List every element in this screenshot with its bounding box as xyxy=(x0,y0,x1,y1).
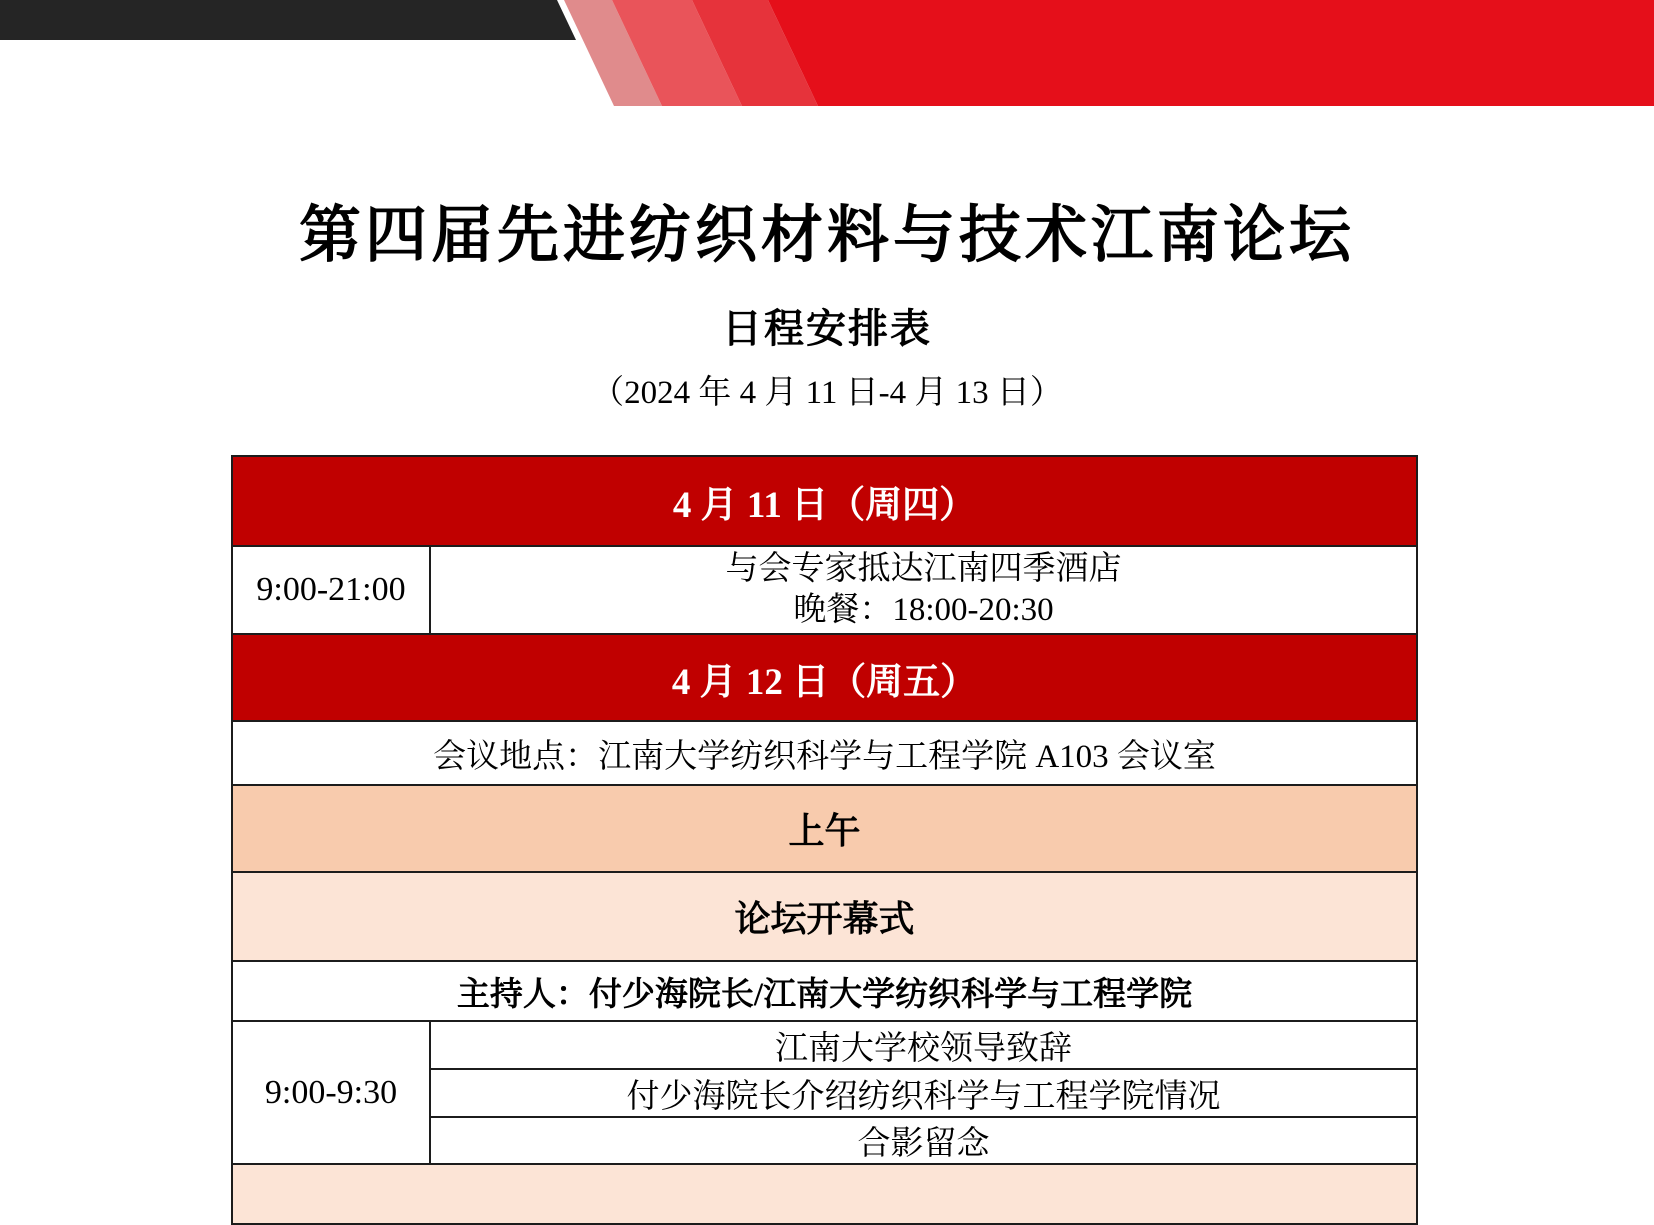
opening-item-introduction: 付少海院长介绍纺织科学与工程学院情况 xyxy=(431,1068,1416,1116)
opening-time-cell: 9:00-9:30 xyxy=(233,1022,431,1163)
arrival-line1: 与会专家抵达江南四季酒店 xyxy=(725,551,1122,587)
top-banner xyxy=(0,0,1654,106)
morning-session-label: 上午 xyxy=(788,810,861,851)
venue-row xyxy=(233,720,1416,784)
moderator-row xyxy=(233,960,1416,1020)
page-title: 第四届先进纺织材料与技术江南论坛 xyxy=(298,201,1355,270)
opening-items-row xyxy=(233,1020,1416,1163)
moderator-name: 主持人：付少海院长 xyxy=(456,974,754,1012)
next-section-row-cutoff xyxy=(233,1163,1416,1223)
date-range: （2024 年 4 月 11 日-4 月 13 日） xyxy=(591,375,1063,412)
page-subtitle: 日程安排表 xyxy=(722,307,932,352)
opening-item-photo: 合影留念 xyxy=(431,1116,1416,1163)
moderator-affiliation: /江南大学纺织科学与工程学院 xyxy=(753,976,1193,1013)
opening-items-list xyxy=(431,1022,1416,1163)
opening-ceremony-row xyxy=(233,871,1416,960)
schedule-table xyxy=(231,455,1418,1225)
banner-graphic xyxy=(0,0,1654,106)
day1-header-row xyxy=(233,457,1416,545)
banner-red-band xyxy=(768,0,1654,106)
arrival-line2: 晚餐：18:00-20:30 xyxy=(793,592,1054,628)
day2-header-label: 4 月 12 日（周五） xyxy=(671,661,978,703)
opening-ceremony-label: 论坛开幕式 xyxy=(734,898,915,939)
banner-black-bar xyxy=(0,0,576,40)
day2-header-row xyxy=(233,633,1416,720)
day1-header-label: 4 月 11 日（周四） xyxy=(672,485,977,526)
arrival-time-cell: 9:00-21:00 xyxy=(233,547,431,633)
venue-label: 会议地点：江南大学纺织科学与工程学院 A103 会议室 xyxy=(433,738,1216,775)
arrival-detail-cell xyxy=(431,547,1416,633)
opening-item-speech: 江南大学校领导致辞 xyxy=(775,1030,1072,1067)
morning-session-row xyxy=(233,784,1416,871)
arrival-row xyxy=(233,545,1416,633)
